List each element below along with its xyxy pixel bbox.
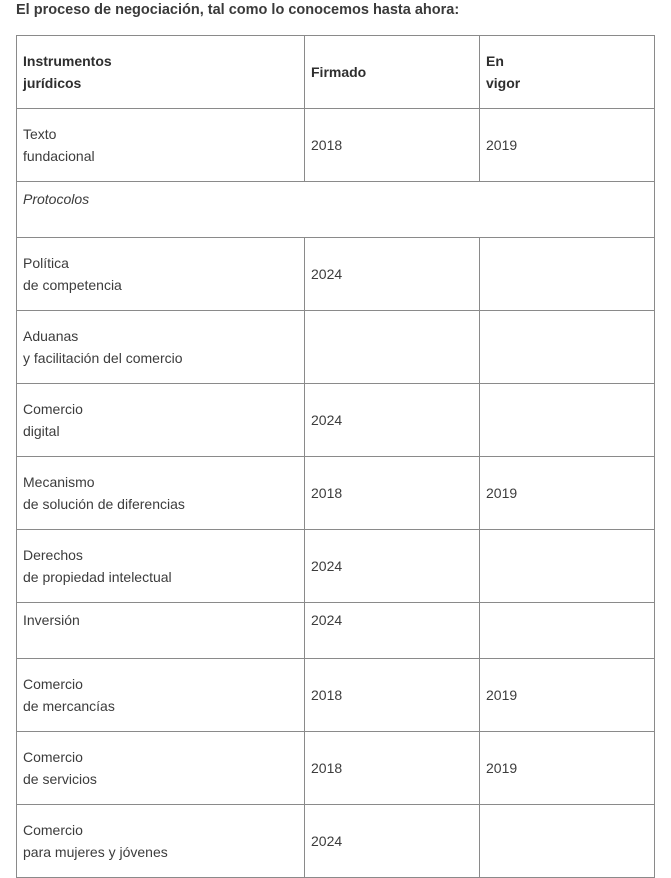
signed-cell: 2024 (305, 603, 480, 659)
instrument-cell: Mecanismo de solución de diferencias (17, 457, 305, 530)
in-force-cell (480, 238, 655, 311)
instrument-cell: Aduanas y facilitación del comercio (17, 311, 305, 384)
section-row (17, 182, 655, 238)
header-instrument: Instrumentos jurídicos (17, 36, 305, 109)
in-force-cell: 2019 (480, 732, 655, 805)
table-row (17, 384, 655, 457)
header-signed: Firmado (305, 36, 480, 109)
instrument-cell: Comercio para mujeres y jóvenes (17, 805, 305, 878)
instrument-cell: Comercio digital (17, 384, 305, 457)
in-force-cell (480, 311, 655, 384)
in-force-cell: 2019 (480, 109, 655, 182)
signed-cell: 2018 (305, 109, 480, 182)
table-row (17, 659, 655, 732)
table-row (17, 457, 655, 530)
table-header-row (17, 36, 655, 109)
instrument-cell: Política de competencia (17, 238, 305, 311)
instrument-cell: Derechos de propiedad intelectual (17, 530, 305, 603)
signed-cell: 2024 (305, 384, 480, 457)
signed-cell: 2018 (305, 732, 480, 805)
signed-cell: 2018 (305, 659, 480, 732)
table-row (17, 530, 655, 603)
instrument-cell: Comercio de mercancías (17, 659, 305, 732)
signed-cell: 2024 (305, 805, 480, 878)
table-row (17, 238, 655, 311)
table-row (17, 109, 655, 182)
table-row (17, 805, 655, 878)
instrument-cell: Comercio de servicios (17, 732, 305, 805)
table-row (17, 603, 655, 659)
in-force-cell (480, 805, 655, 878)
header-in-force: En vigor (480, 36, 655, 109)
in-force-cell: 2019 (480, 659, 655, 732)
table-row (17, 311, 655, 384)
instrument-cell: Inversión (17, 603, 305, 659)
table-row (17, 732, 655, 805)
signed-cell: 2024 (305, 530, 480, 603)
in-force-cell: 2019 (480, 457, 655, 530)
signed-cell: 2024 (305, 238, 480, 311)
signed-cell (305, 311, 480, 384)
in-force-cell (480, 603, 655, 659)
signed-cell: 2018 (305, 457, 480, 530)
instrument-cell: Texto fundacional (17, 109, 305, 182)
in-force-cell (480, 384, 655, 457)
page-heading: El proceso de negociación, tal como lo conocemos hasta ahora: (16, 2, 460, 18)
in-force-cell (480, 530, 655, 603)
section-label: Protocolos (17, 182, 655, 238)
negotiation-table (16, 35, 655, 878)
